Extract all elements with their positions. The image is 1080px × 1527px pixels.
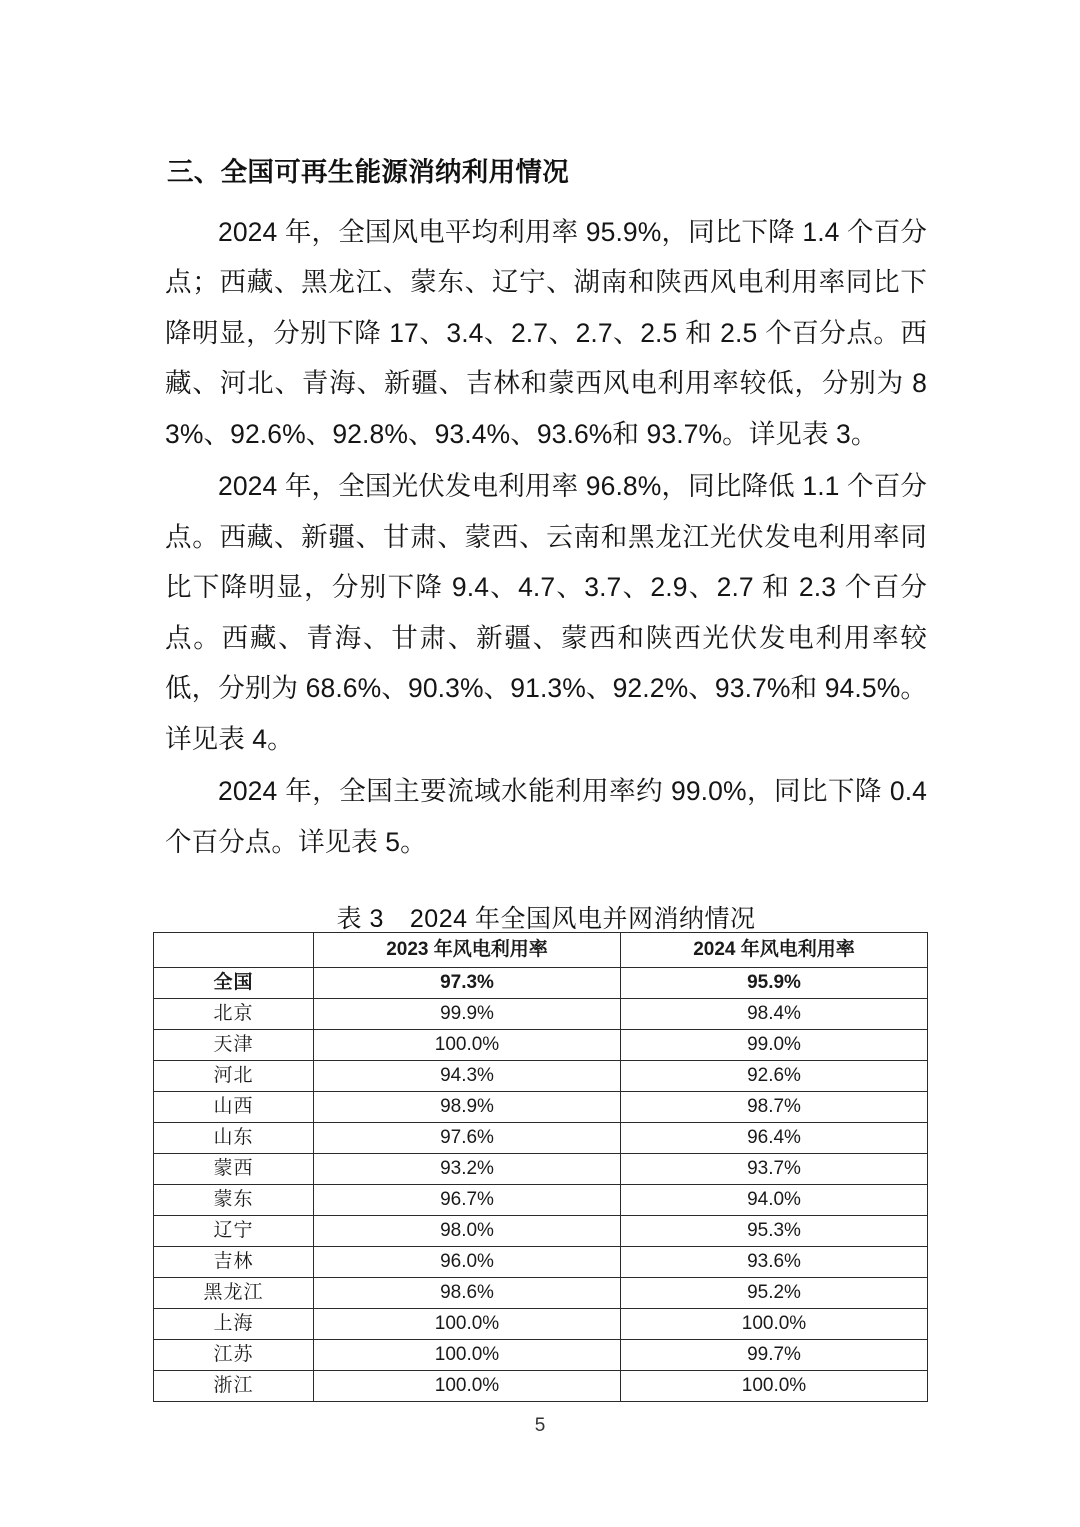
- cell-region: 山东: [154, 1123, 314, 1154]
- cell-2023-rate: 96.7%: [314, 1185, 621, 1216]
- table-row: [154, 1247, 928, 1278]
- cell-2023-rate: 97.3%: [314, 968, 621, 999]
- cell-region: 浙江: [154, 1371, 314, 1402]
- cell-region: 天津: [154, 1030, 314, 1061]
- cell-2023-rate: 96.0%: [314, 1247, 621, 1278]
- cell-region: 河北: [154, 1061, 314, 1092]
- column-header-2023: 2023 年风电利用率: [314, 933, 621, 968]
- cell-2024-rate: 96.4%: [621, 1123, 928, 1154]
- table-row: [154, 1340, 928, 1371]
- cell-2024-rate: 98.7%: [621, 1092, 928, 1123]
- cell-region: 蒙东: [154, 1185, 314, 1216]
- cell-2023-rate: 94.3%: [314, 1061, 621, 1092]
- table-header: [154, 933, 928, 968]
- cell-region: 吉林: [154, 1247, 314, 1278]
- table-row: [154, 1309, 928, 1340]
- cell-region: 辽宁: [154, 1216, 314, 1247]
- cell-2023-rate: 97.6%: [314, 1123, 621, 1154]
- cell-region: 黑龙江: [154, 1278, 314, 1309]
- table-row: [154, 1092, 928, 1123]
- table-caption-label: 表 3: [336, 905, 384, 934]
- cell-region: 全国: [154, 968, 314, 999]
- table-row: [154, 1123, 928, 1154]
- cell-2023-rate: 98.6%: [314, 1278, 621, 1309]
- cell-2024-rate: 95.3%: [621, 1216, 928, 1247]
- table-row: [154, 1061, 928, 1092]
- cell-2024-rate: 98.4%: [621, 999, 928, 1030]
- table-row: [154, 1371, 928, 1402]
- cell-2024-rate: 99.7%: [621, 1340, 928, 1371]
- paragraph-wind-utilization: 2024 年，全国风电平均利用率 95.9%，同比下降 1.4 个百分点；西藏、黑龙江、蒙东、辽宁、湖南和陕西风电利用率同比下降明显，分别下降 17、3.4、2.7、2.7、2.5 和 2.5 个百分点。西藏、河北、青海、新疆、吉林和蒙西风电利用率较低，分别为 83%、92.6%、92.8%、93.4%、93.6%和 93.7%。详见表 3。: [165, 216, 927, 449]
- paragraph-solar-utilization: 2024 年，全国光伏发电利用率 96.8%，同比降低 1.1 个百分点。西藏、新疆、甘肃、蒙西、云南和黑龙江光伏发电利用率同比下降明显，分别下降 9.4、4.7、3.7、2.9、2.7 和 2.3 个百分点。西藏、青海、甘肃、新疆、蒙西和陕西光伏发电利用率较低，分别为 68.6%、90.3%、91.3%、92.2%、93.7%和 94.5%。详见表 4。: [165, 471, 927, 754]
- cell-2023-rate: 100.0%: [314, 1309, 621, 1340]
- table-row: [154, 1216, 928, 1247]
- table-row: [154, 999, 928, 1030]
- column-header-region: [154, 933, 314, 968]
- cell-2023-rate: 93.2%: [314, 1154, 621, 1185]
- table-row: [154, 1278, 928, 1309]
- cell-2024-rate: 92.6%: [621, 1061, 928, 1092]
- cell-2023-rate: 98.9%: [314, 1092, 621, 1123]
- cell-2024-rate: 93.7%: [621, 1154, 928, 1185]
- table-row: [154, 1154, 928, 1185]
- table-header-row: [154, 933, 928, 968]
- cell-2023-rate: 100.0%: [314, 1340, 621, 1371]
- cell-2024-rate: 100.0%: [621, 1371, 928, 1402]
- table-caption-title: 2024 年全国风电并网消纳情况: [409, 905, 756, 934]
- cell-2024-rate: 93.6%: [621, 1247, 928, 1278]
- table-row: [154, 1030, 928, 1061]
- wind-utilization-table: [153, 932, 928, 1402]
- paragraph-hydro-utilization: 2024 年，全国主要流域水能利用率约 99.0%，同比下降 0.4 个百分点。详见表 5。: [165, 776, 927, 857]
- cell-2023-rate: 98.0%: [314, 1216, 621, 1247]
- cell-2024-rate: 95.9%: [621, 968, 928, 999]
- cell-2024-rate: 99.0%: [621, 1030, 928, 1061]
- cell-2023-rate: 99.9%: [314, 999, 621, 1030]
- cell-2024-rate: 95.2%: [621, 1278, 928, 1309]
- cell-region: 蒙西: [154, 1154, 314, 1185]
- cell-2024-rate: 100.0%: [621, 1309, 928, 1340]
- cell-region: 山西: [154, 1092, 314, 1123]
- cell-region: 上海: [154, 1309, 314, 1340]
- cell-region: 江苏: [154, 1340, 314, 1371]
- cell-2023-rate: 100.0%: [314, 1371, 621, 1402]
- wind-utilization-table-container: [153, 932, 927, 1402]
- cell-2024-rate: 94.0%: [621, 1185, 928, 1216]
- table-row: [154, 968, 928, 999]
- table-row: [154, 1185, 928, 1216]
- cell-region: 北京: [154, 999, 314, 1030]
- page-content: [165, 155, 927, 951]
- section-heading: 三、全国可再生能源消纳利用情况: [167, 157, 569, 187]
- page-number: 5: [534, 1415, 546, 1436]
- column-header-2024: 2024 年风电利用率: [621, 933, 928, 968]
- table-body: [154, 968, 928, 1402]
- table-caption: [165, 899, 927, 935]
- cell-2023-rate: 100.0%: [314, 1030, 621, 1061]
